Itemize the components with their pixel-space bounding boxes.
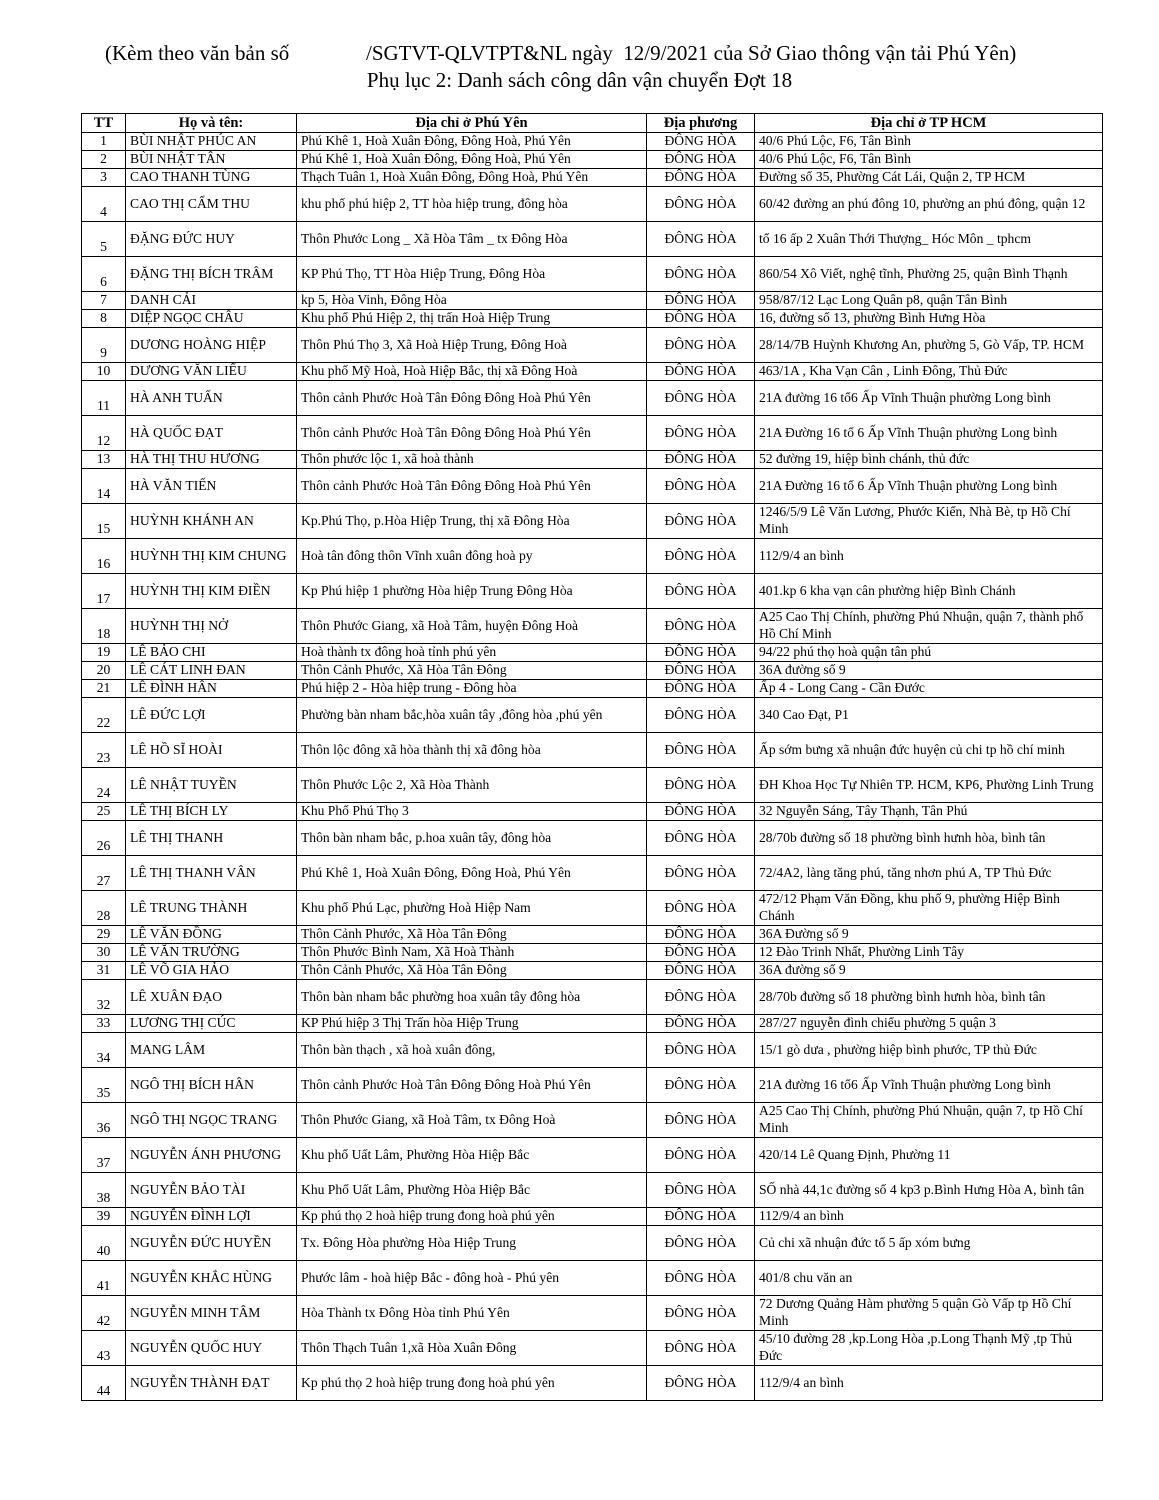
citizen-name: DƯƠNG HOÀNG HIỆP: [126, 328, 297, 363]
hcm-address: tổ 16 ấp 2 Xuân Thới Thượng_ Hóc Môn _ tphcm: [755, 222, 1103, 257]
table-row: [82, 891, 1103, 926]
phu-yen-address: Hoà thành tx đông hoà tỉnh phú yên: [297, 644, 647, 662]
locality: ĐÔNG HÒA: [647, 962, 755, 980]
citizen-name: LÊ VĂN TRƯỜNG: [126, 944, 297, 962]
row-number: 19: [82, 644, 126, 662]
hcm-address: 60/42 đường an phú đông 10, phường an phú đông, quận 12: [755, 187, 1103, 222]
table-row: [82, 926, 1103, 944]
phu-yen-address: Phước lâm - hoà hiệp Bắc - đông hoà - Phú yên: [297, 1261, 647, 1296]
table-row: [82, 609, 1103, 644]
table-row: [82, 803, 1103, 821]
locality: ĐÔNG HÒA: [647, 257, 755, 292]
hcm-address: 401/8 chu văn an: [755, 1261, 1103, 1296]
phu-yen-address: Khu phố Mỹ Hoà, Hoà Hiệp Bắc, thị xã Đông Hoà: [297, 363, 647, 381]
locality: ĐÔNG HÒA: [647, 926, 755, 944]
row-number: 42: [82, 1296, 126, 1331]
phu-yen-address: Hòa Thành tx Đông Hòa tỉnh Phú Yên: [297, 1296, 647, 1331]
citizen-name: NGÔ THỊ NGỌC TRANG: [126, 1103, 297, 1138]
table-row: [82, 1015, 1103, 1033]
citizen-name: HÀ ANH TUẤN: [126, 381, 297, 416]
locality: ĐÔNG HÒA: [647, 698, 755, 733]
table-row: [82, 1173, 1103, 1208]
hcm-address: 340 Cao Đạt, P1: [755, 698, 1103, 733]
citizen-name: ĐẶNG THỊ BÍCH TRÂM: [126, 257, 297, 292]
locality: ĐÔNG HÒA: [647, 381, 755, 416]
locality: ĐÔNG HÒA: [647, 328, 755, 363]
phu-yen-address: Phú Khê 1, Hoà Xuân Đông, Đông Hoà, Phú Yên: [297, 151, 647, 169]
citizen-name: DƯƠNG VĂN LIỂU: [126, 363, 297, 381]
page-title: Phụ lục 2: Danh sách công dân vận chuyển Đợt 18: [366, 68, 793, 92]
citizen-name: LÊ XUÂN ĐẠO: [126, 980, 297, 1015]
citizen-name: LÊ ĐỨC LỢI: [126, 698, 297, 733]
table-row: [82, 504, 1103, 539]
row-number: 11: [82, 381, 126, 416]
row-number: 18: [82, 609, 126, 644]
hcm-address: 21A Đường 16 tổ 6 Ấp Vĩnh Thuận phường Long bình: [755, 469, 1103, 504]
locality: ĐÔNG HÒA: [647, 1261, 755, 1296]
locality: ĐÔNG HÒA: [647, 1226, 755, 1261]
phu-yen-address: KP Phú Thọ, TT Hòa Hiệp Trung, Đông Hòa: [297, 257, 647, 292]
row-number: 13: [82, 451, 126, 469]
table-row: [82, 1261, 1103, 1296]
phu-yen-address: Thôn Cảnh Phước, Xã Hòa Tân Đông: [297, 962, 647, 980]
locality: ĐÔNG HÒA: [647, 469, 755, 504]
hcm-address: 21A đường 16 tổ6 Ấp Vĩnh Thuận phường Long bình: [755, 1068, 1103, 1103]
hcm-address: 401.kp 6 kha vạn cân phường hiệp Bình Chánh: [755, 574, 1103, 609]
hcm-address: 15/1 gò dưa , phường hiệp bình phước, TP thủ Đức: [755, 1033, 1103, 1068]
phu-yen-address: Phú hiệp 2 - Hòa hiệp trung - Đông hòa: [297, 680, 647, 698]
table-row: [82, 292, 1103, 310]
phu-yen-address: Khu Phố Uất Lâm, Phường Hòa Hiệp Bắc: [297, 1173, 647, 1208]
hcm-address: 112/9/4 an bình: [755, 539, 1103, 574]
table-row: [82, 1331, 1103, 1366]
locality: ĐÔNG HÒA: [647, 821, 755, 856]
phu-yen-address: kp 5, Hòa Vinh, Đông Hòa: [297, 292, 647, 310]
hcm-address: 958/87/12 Lạc Long Quân p8, quận Tân Bình: [755, 292, 1103, 310]
phu-yen-address: Thôn Phước Giang, xã Hoà Tâm, tx Đông Hoà: [297, 1103, 647, 1138]
phu-yen-address: Phú Khê 1, Hoà Xuân Đông, Đông Hoà, Phú Yên: [297, 133, 647, 151]
locality: ĐÔNG HÒA: [647, 1033, 755, 1068]
hcm-address: 72/4A2, làng tăng phú, tăng nhơn phú A, TP Thủ Đức: [755, 856, 1103, 891]
table-row: [82, 539, 1103, 574]
citizen-name: BÙI NHẬT PHÚC AN: [126, 133, 297, 151]
citizen-name: HUỲNH THỊ KIM CHUNG: [126, 539, 297, 574]
locality: ĐÔNG HÒA: [647, 856, 755, 891]
table-row: [82, 962, 1103, 980]
row-number: 21: [82, 680, 126, 698]
hcm-address: 45/10 đường 28 ,kp.Long Hòa ,p.Long Thạnh Mỹ ,tp Thủ Đức: [755, 1331, 1103, 1366]
column-header-phu-yen-address: Địa chỉ ở Phú Yên: [297, 114, 647, 133]
phu-yen-address: Thôn Cảnh Phước, Xã Hòa Tân Đông: [297, 662, 647, 680]
locality: ĐÔNG HÒA: [647, 151, 755, 169]
table-row: [82, 1068, 1103, 1103]
locality: ĐÔNG HÒA: [647, 1366, 755, 1401]
hcm-address: 463/1A , Kha Vạn Cân , Linh Đông, Thủ Đức: [755, 363, 1103, 381]
table-row: [82, 1138, 1103, 1173]
table-row: [82, 821, 1103, 856]
row-number: 17: [82, 574, 126, 609]
table-row: [82, 222, 1103, 257]
citizen-table: [81, 113, 1103, 1401]
hcm-address: 420/14 Lê Quang Định, Phường 11: [755, 1138, 1103, 1173]
table-row: [82, 662, 1103, 680]
locality: ĐÔNG HÒA: [647, 944, 755, 962]
row-number: 23: [82, 733, 126, 768]
row-number: 10: [82, 363, 126, 381]
hcm-address: 472/12 Phạm Văn Đồng, khu phố 9, phường Hiệp Bình Chánh: [755, 891, 1103, 926]
phu-yen-address: Khu phố Uất Lâm, Phường Hòa Hiệp Bắc: [297, 1138, 647, 1173]
row-number: 20: [82, 662, 126, 680]
citizen-name: HUỲNH THỊ KIM ĐIỀN: [126, 574, 297, 609]
row-number: 35: [82, 1068, 126, 1103]
hcm-address: A25 Cao Thị Chính, phường Phú Nhuận, quận 7, tp Hồ Chí Minh: [755, 1103, 1103, 1138]
citizen-name: DANH CẢI: [126, 292, 297, 310]
row-number: 24: [82, 768, 126, 803]
hcm-address: Đường số 35, Phường Cát Lái, Quận 2, TP HCM: [755, 169, 1103, 187]
table-row: [82, 856, 1103, 891]
phu-yen-address: Thôn cảnh Phước Hoà Tân Đông Đông Hoà Phú Yên: [297, 416, 647, 451]
table-row: [82, 574, 1103, 609]
table-row: [82, 328, 1103, 363]
locality: ĐÔNG HÒA: [647, 310, 755, 328]
citizen-name: NGÔ THỊ BÍCH HÂN: [126, 1068, 297, 1103]
citizen-name: LÊ NHẬT TUYỀN: [126, 768, 297, 803]
hcm-address: Củ chi xã nhuận đức tổ 5 ấp xóm bưng: [755, 1226, 1103, 1261]
locality: ĐÔNG HÒA: [647, 1138, 755, 1173]
citizen-name: LÊ THỊ THANH VÂN: [126, 856, 297, 891]
reference-line: [0, 40, 1159, 66]
phu-yen-address: Kp.Phú Thọ, p.Hòa Hiệp Trung, thị xã Đông Hòa: [297, 504, 647, 539]
row-number: 7: [82, 292, 126, 310]
hcm-address: A25 Cao Thị Chính, phường Phú Nhuận, quận 7, thành phố Hồ Chí Minh: [755, 609, 1103, 644]
citizen-name: LÊ HỒ SĨ HOÀI: [126, 733, 297, 768]
phu-yen-address: Thôn Phước Long _ Xã Hòa Tâm _ tx Đông Hòa: [297, 222, 647, 257]
row-number: 40: [82, 1226, 126, 1261]
phu-yen-address: Khu phố Phú Hiệp 2, thị trấn Hoà Hiệp Trung: [297, 310, 647, 328]
row-number: 29: [82, 926, 126, 944]
locality: ĐÔNG HÒA: [647, 292, 755, 310]
phu-yen-address: Thôn Phước Giang, xã Hoà Tâm, huyện Đông Hoà: [297, 609, 647, 644]
phu-yen-address: Hoà tân đông thôn Vĩnh xuân đông hoà py: [297, 539, 647, 574]
reference-suffix: /SGTVT-QLVTPT&NL ngày 12/9/2021 của Sở Giao thông vận tải Phú Yên): [366, 41, 1017, 65]
locality: ĐÔNG HÒA: [647, 1015, 755, 1033]
phu-yen-address: Khu Phố Phú Thọ 3: [297, 803, 647, 821]
hcm-address: 28/70b đường số 18 phường bình hưnh hòa, bình tân: [755, 980, 1103, 1015]
locality: ĐÔNG HÒA: [647, 609, 755, 644]
table-row: [82, 310, 1103, 328]
citizen-name: LƯƠNG THỊ CÚC: [126, 1015, 297, 1033]
row-number: 3: [82, 169, 126, 187]
hcm-address: 28/70b đường số 18 phường bình hưnh hòa, bình tân: [755, 821, 1103, 856]
table-row: [82, 1033, 1103, 1068]
locality: ĐÔNG HÒA: [647, 363, 755, 381]
phu-yen-address: Phú Khê 1, Hoà Xuân Đông, Đông Hoà, Phú Yên: [297, 856, 647, 891]
table-header-row: [82, 114, 1103, 133]
row-number: 39: [82, 1208, 126, 1226]
locality: ĐÔNG HÒA: [647, 1173, 755, 1208]
locality: ĐÔNG HÒA: [647, 768, 755, 803]
hcm-address: 860/54 Xô Viết, nghệ tĩnh, Phường 25, quận Bình Thạnh: [755, 257, 1103, 292]
column-header-locality: Địa phương: [647, 114, 755, 133]
citizen-name: LÊ CÁT LINH ĐAN: [126, 662, 297, 680]
locality: ĐÔNG HÒA: [647, 133, 755, 151]
citizen-name: CAO THỊ CẨM THU: [126, 187, 297, 222]
hcm-address: 72 Dương Quảng Hàm phường 5 quận Gò Vấp tp Hồ Chí Minh: [755, 1296, 1103, 1331]
phu-yen-address: Kp Phú hiệp 1 phường Hòa hiệp Trung Đông Hòa: [297, 574, 647, 609]
citizen-name: LÊ BẢO CHI: [126, 644, 297, 662]
citizen-name: NGUYỄN BẢO TÀI: [126, 1173, 297, 1208]
row-number: 32: [82, 980, 126, 1015]
citizen-name: NGUYỄN KHẮC HÙNG: [126, 1261, 297, 1296]
table-row: [82, 768, 1103, 803]
locality: ĐÔNG HÒA: [647, 733, 755, 768]
phu-yen-address: Phường bàn nham bắc,hòa xuân tây ,đông hòa ,phú yên: [297, 698, 647, 733]
phu-yen-address: Thôn bàn nham bắc, p.hoa xuân tây, đông hòa: [297, 821, 647, 856]
table-row: [82, 381, 1103, 416]
table-body: [82, 133, 1103, 1401]
row-number: 44: [82, 1366, 126, 1401]
row-number: 4: [82, 187, 126, 222]
citizen-name: LÊ THỊ THANH: [126, 821, 297, 856]
locality: ĐÔNG HÒA: [647, 504, 755, 539]
hcm-address: 40/6 Phú Lộc, F6, Tân Bình: [755, 133, 1103, 151]
locality: ĐÔNG HÒA: [647, 1068, 755, 1103]
row-number: 6: [82, 257, 126, 292]
citizen-name: LÊ THỊ BÍCH LY: [126, 803, 297, 821]
table-row: [82, 133, 1103, 151]
phu-yen-address: Thôn bàn nham bắc phường hoa xuân tây đông hòa: [297, 980, 647, 1015]
hcm-address: 36A đường số 9: [755, 662, 1103, 680]
phu-yen-address: Thôn phước lộc 1, xã hoà thành: [297, 451, 647, 469]
locality: ĐÔNG HÒA: [647, 680, 755, 698]
locality: ĐÔNG HÒA: [647, 187, 755, 222]
phu-yen-address: Thôn Thạch Tuân 1,xã Hòa Xuân Đông: [297, 1331, 647, 1366]
locality: ĐÔNG HÒA: [647, 222, 755, 257]
locality: ĐÔNG HÒA: [647, 1103, 755, 1138]
citizen-name: HUỲNH KHÁNH AN: [126, 504, 297, 539]
row-number: 14: [82, 469, 126, 504]
citizen-name: LÊ VĂN ĐỒNG: [126, 926, 297, 944]
hcm-address: 28/14/7B Huỳnh Khương An, phường 5, Gò Vấp, TP. HCM: [755, 328, 1103, 363]
phu-yen-address: Thôn cảnh Phước Hoà Tân Đông Đông Hoà Phú Yên: [297, 1068, 647, 1103]
locality: ĐÔNG HÒA: [647, 539, 755, 574]
hcm-address: 52 đường 19, hiệp bình chánh, thủ đức: [755, 451, 1103, 469]
hcm-address: SỐ nhà 44,1c đường số 4 kp3 p.Bình Hưng Hòa A, bình tân: [755, 1173, 1103, 1208]
citizen-name: HÀ VĂN TIẾN: [126, 469, 297, 504]
phu-yen-address: Kp phú thọ 2 hoà hiệp trung đong hoà phú yên: [297, 1208, 647, 1226]
column-header-hcm-address: Địa chỉ ở TP HCM: [755, 114, 1103, 133]
citizen-name: NGUYỄN QUỐC HUY: [126, 1331, 297, 1366]
citizen-name: LÊ ĐÌNH HÂN: [126, 680, 297, 698]
table-row: [82, 469, 1103, 504]
locality: ĐÔNG HÒA: [647, 451, 755, 469]
phu-yen-address: Thôn cảnh Phước Hoà Tân Đông Đông Hoà Phú Yên: [297, 469, 647, 504]
hcm-address: 12 Đào Trinh Nhất, Phường Linh Tây: [755, 944, 1103, 962]
table-row: [82, 1103, 1103, 1138]
row-number: 28: [82, 891, 126, 926]
table-row: [82, 680, 1103, 698]
row-number: 9: [82, 328, 126, 363]
reference-prefix: (Kèm theo văn bản số: [105, 41, 290, 65]
phu-yen-address: Thôn bàn thạch , xã hoà xuân đông,: [297, 1033, 647, 1068]
citizen-name: HUỲNH THỊ NỞ: [126, 609, 297, 644]
hcm-address: 1246/5/9 Lê Văn Lương, Phước Kiển, Nhà Bè, tp Hồ Chí Minh: [755, 504, 1103, 539]
row-number: 30: [82, 944, 126, 962]
citizen-name: MANG LÂM: [126, 1033, 297, 1068]
row-number: 34: [82, 1033, 126, 1068]
phu-yen-address: Khu phố Phú Lạc, phường Hoà Hiệp Nam: [297, 891, 647, 926]
table-row: [82, 1366, 1103, 1401]
phu-yen-address: khu phố phú hiệp 2, TT hòa hiệp trung, đông hòa: [297, 187, 647, 222]
row-number: 1: [82, 133, 126, 151]
hcm-address: 32 Nguyễn Sáng, Tây Thạnh, Tân Phú: [755, 803, 1103, 821]
hcm-address: 21A đường 16 tổ6 Ấp Vĩnh Thuận phường Long bình: [755, 381, 1103, 416]
locality: ĐÔNG HÒA: [647, 803, 755, 821]
locality: ĐÔNG HÒA: [647, 574, 755, 609]
hcm-address: 36A đường số 9: [755, 962, 1103, 980]
citizen-name: NGUYỄN THÀNH ĐẠT: [126, 1366, 297, 1401]
row-number: 33: [82, 1015, 126, 1033]
phu-yen-address: KP Phú hiệp 3 Thị Trấn hòa Hiệp Trung: [297, 1015, 647, 1033]
row-number: 26: [82, 821, 126, 856]
row-number: 5: [82, 222, 126, 257]
locality: ĐÔNG HÒA: [647, 891, 755, 926]
phu-yen-address: Thạch Tuân 1, Hoà Xuân Đông, Đông Hoà, Phú Yên: [297, 169, 647, 187]
row-number: 2: [82, 151, 126, 169]
table-row: [82, 363, 1103, 381]
citizen-name: NGUYỄN ĐÌNH LỢI: [126, 1208, 297, 1226]
locality: ĐÔNG HÒA: [647, 662, 755, 680]
hcm-address: Ấp 4 - Long Cang - Cần Đước: [755, 680, 1103, 698]
document-header: [0, 40, 1159, 93]
row-number: 41: [82, 1261, 126, 1296]
citizen-name: DIỆP NGỌC CHÂU: [126, 310, 297, 328]
table-row: [82, 187, 1103, 222]
column-header-name: Họ và tên:: [126, 114, 297, 133]
hcm-address: 94/22 phú thọ hoà quận tân phú: [755, 644, 1103, 662]
phu-yen-address: Thôn Cảnh Phước, Xã Hòa Tân Đông: [297, 926, 647, 944]
citizen-name: NGUYỄN MINH TÂM: [126, 1296, 297, 1331]
table-row: [82, 151, 1103, 169]
hcm-address: 112/9/4 an bình: [755, 1208, 1103, 1226]
table-row: [82, 1296, 1103, 1331]
citizen-name: HÀ QUỐC ĐẠT: [126, 416, 297, 451]
phu-yen-address: Thôn cảnh Phước Hoà Tân Đông Đông Hoà Phú Yên: [297, 381, 647, 416]
phu-yen-address: Thôn lộc đông xã hòa thành thị xã đông hòa: [297, 733, 647, 768]
row-number: 16: [82, 539, 126, 574]
citizen-name: LÊ TRUNG THÀNH: [126, 891, 297, 926]
row-number: 36: [82, 1103, 126, 1138]
row-number: 8: [82, 310, 126, 328]
hcm-address: ĐH Khoa Học Tự Nhiên TP. HCM, KP6, Phường Linh Trung: [755, 768, 1103, 803]
row-number: 43: [82, 1331, 126, 1366]
hcm-address: 287/27 nguyễn đình chiểu phường 5 quận 3: [755, 1015, 1103, 1033]
table-row: [82, 1226, 1103, 1261]
table-row: [82, 1208, 1103, 1226]
table-row: [82, 733, 1103, 768]
hcm-address: 40/6 Phú Lộc, F6, Tân Bình: [755, 151, 1103, 169]
locality: ĐÔNG HÒA: [647, 1296, 755, 1331]
phu-yen-address: Thôn Phước Bình Nam, Xã Hoà Thành: [297, 944, 647, 962]
phu-yen-address: Thôn Phước Lộc 2, Xã Hòa Thành: [297, 768, 647, 803]
row-number: 22: [82, 698, 126, 733]
row-number: 38: [82, 1173, 126, 1208]
table-row: [82, 644, 1103, 662]
row-number: 31: [82, 962, 126, 980]
citizen-name: LÊ VÕ GIA HẢO: [126, 962, 297, 980]
locality: ĐÔNG HÒA: [647, 644, 755, 662]
locality: ĐÔNG HÒA: [647, 1208, 755, 1226]
row-number: 27: [82, 856, 126, 891]
row-number: 25: [82, 803, 126, 821]
phu-yen-address: Kp phú thọ 2 hoà hiệp trung đong hoà phú yên: [297, 1366, 647, 1401]
table-row: [82, 257, 1103, 292]
column-header-tt: TT: [82, 114, 126, 133]
citizen-name: ĐẶNG ĐỨC HUY: [126, 222, 297, 257]
table-row: [82, 451, 1103, 469]
locality: ĐÔNG HÒA: [647, 416, 755, 451]
phu-yen-address: Tx. Đông Hòa phường Hòa Hiệp Trung: [297, 1226, 647, 1261]
hcm-address: 112/9/4 an bình: [755, 1366, 1103, 1401]
row-number: 12: [82, 416, 126, 451]
table-row: [82, 944, 1103, 962]
locality: ĐÔNG HÒA: [647, 1331, 755, 1366]
locality: ĐÔNG HÒA: [647, 980, 755, 1015]
table-row: [82, 980, 1103, 1015]
hcm-address: 36A Đường số 9: [755, 926, 1103, 944]
table-row: [82, 698, 1103, 733]
citizen-name: BÙI NHẬT TÂN: [126, 151, 297, 169]
table-row: [82, 416, 1103, 451]
citizen-name: NGUYỄN ÁNH PHƯƠNG: [126, 1138, 297, 1173]
citizen-name: NGUYỄN ĐỨC HUYỀN: [126, 1226, 297, 1261]
hcm-address: 16, đường số 13, phường Bình Hưng Hòa: [755, 310, 1103, 328]
row-number: 15: [82, 504, 126, 539]
hcm-address: 21A Đường 16 tổ 6 Ấp Vĩnh Thuận phường Long bình: [755, 416, 1103, 451]
phu-yen-address: Thôn Phú Thọ 3, Xã Hoà Hiệp Trung, Đông Hoà: [297, 328, 647, 363]
citizen-name: HÀ THỊ THU HƯƠNG: [126, 451, 297, 469]
citizen-name: CAO THANH TÙNG: [126, 169, 297, 187]
locality: ĐÔNG HÒA: [647, 169, 755, 187]
table-row: [82, 169, 1103, 187]
hcm-address: Ấp sớm bưng xã nhuận đức huyện củ chi tp hồ chí minh: [755, 733, 1103, 768]
row-number: 37: [82, 1138, 126, 1173]
